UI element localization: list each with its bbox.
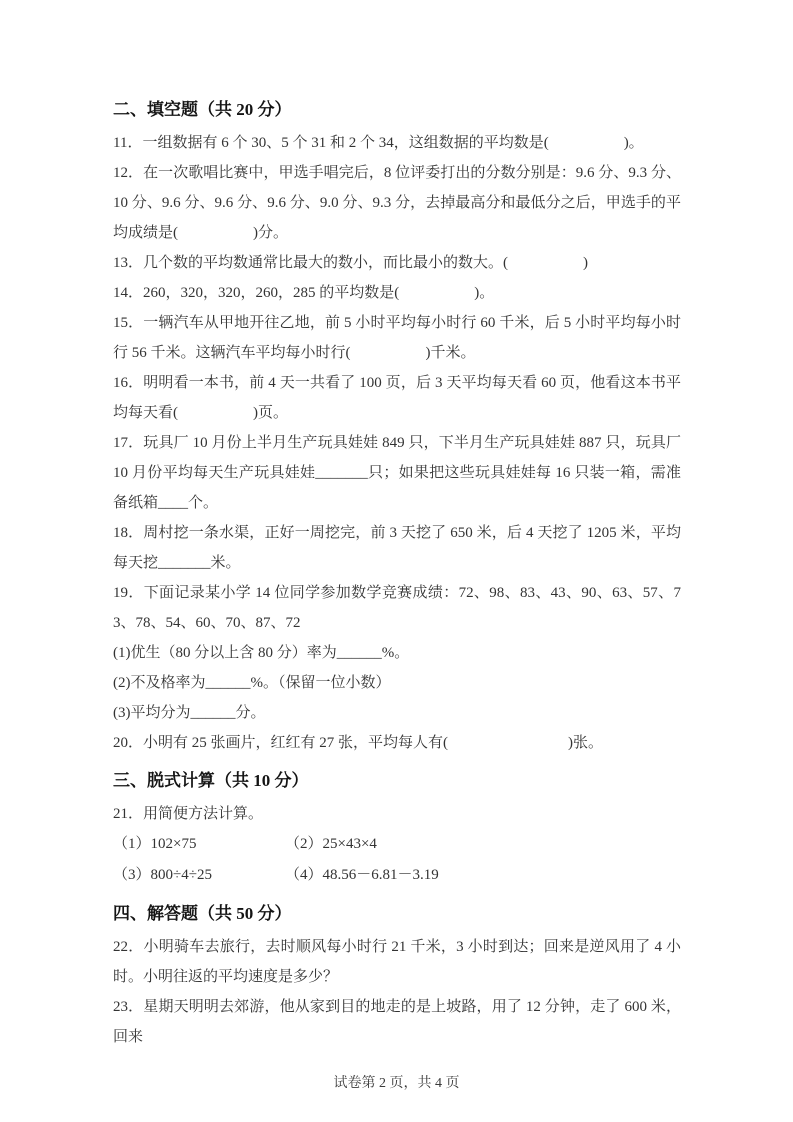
question-18: 18．周村挖一条水渠，正好一周挖完，前 3 天挖了 650 米，后 4 天挖了 1205 米，平均每天挖_______米。 xyxy=(113,525,681,571)
question-22: 22．小明骑车去旅行，去时顺风每小时行 21 千米，3 小时到达；回来是逆风用了 4 小时。小明往返的平均速度是多少？ xyxy=(113,939,681,985)
calc-expression-2: （2）25×43×4 xyxy=(285,836,377,852)
question-19-sub-1: (1)优生（80 分以上含 80 分）率为______%。 xyxy=(113,645,410,661)
question-12: 12．在一次歌唱比赛中，甲选手唱完后，8 位评委打出的分数分别是：9.6 分、9.3 分、10 分、9.6 分、9.6 分、9.6 分、9.0 分、9.3 分，去掉最高分和最低分之后，甲选手的平均成绩是( )分。 xyxy=(113,165,681,241)
question-11: 11．一组数据有 6 个 30、5 个 31 和 2 个 34，这组数据的平均数是( )。 xyxy=(113,135,644,151)
calc-row-2 xyxy=(113,860,681,891)
question-16: 16．明明看一本书，前 4 天一共看了 100 页，后 3 天平均每天看 60 页，他看这本书平均每天看( )页。 xyxy=(113,375,681,421)
exam-content xyxy=(113,95,681,1052)
question-21: 21．用简便方法计算。 xyxy=(113,806,264,822)
section-heading-word-problems: 四、解答题（共 50 分） xyxy=(113,904,292,923)
calc-expression-3: （3）800÷4÷25 xyxy=(113,867,212,883)
calc-row-1 xyxy=(113,829,681,860)
calc-expression-4: （4）48.56－6.81－3.19 xyxy=(285,867,439,883)
question-19-sub-2: (2)不及格率为______%。（保留一位小数） xyxy=(113,675,391,691)
question-20: 20．小明有 25 张画片，红红有 27 张，平均每人有( )张。 xyxy=(113,735,603,751)
question-19: 19．下面记录某小学 14 位同学参加数学竞赛成绩：72、98、83、43、90、63、57、73、78、54、60、70、87、72 xyxy=(113,585,681,631)
question-14: 14．260，320，320，260，285 的平均数是( )。 xyxy=(113,285,495,301)
section-calculation xyxy=(113,766,681,891)
section-heading-fill-blanks: 二、填空题（共 20 分） xyxy=(113,100,292,119)
question-19-sub-3: (3)平均分为______分。 xyxy=(113,705,266,721)
question-23: 23．星期天明明去郊游，他从家到目的地走的是上坡路，用了 12 分钟，走了 600 米，回来 xyxy=(113,999,681,1045)
section-fill-blanks xyxy=(113,95,681,758)
question-13: 13．几个数的平均数通常比最大的数小，而比最小的数大。( ) xyxy=(113,255,588,271)
section-word-problems xyxy=(113,899,681,1052)
question-17: 17．玩具厂 10 月份上半月生产玩具娃娃 849 只，下半月生产玩具娃娃 887 只，玩具厂 10 月份平均每天生产玩具娃娃_______只；如果把这些玩具娃娃每 16 只装一箱，需准备纸箱____个。 xyxy=(113,435,681,511)
calc-expression-1: （1）102×75 xyxy=(113,836,197,852)
page-footer: 试卷第 2 页，共 4 页 xyxy=(333,1076,460,1091)
question-15: 15．一辆汽车从甲地开往乙地，前 5 小时平均每小时行 60 千米，后 5 小时平均每小时行 56 千米。这辆汽车平均每小时行( )千米。 xyxy=(113,315,681,361)
section-heading-calculation: 三、脱式计算（共 10 分） xyxy=(113,771,309,790)
